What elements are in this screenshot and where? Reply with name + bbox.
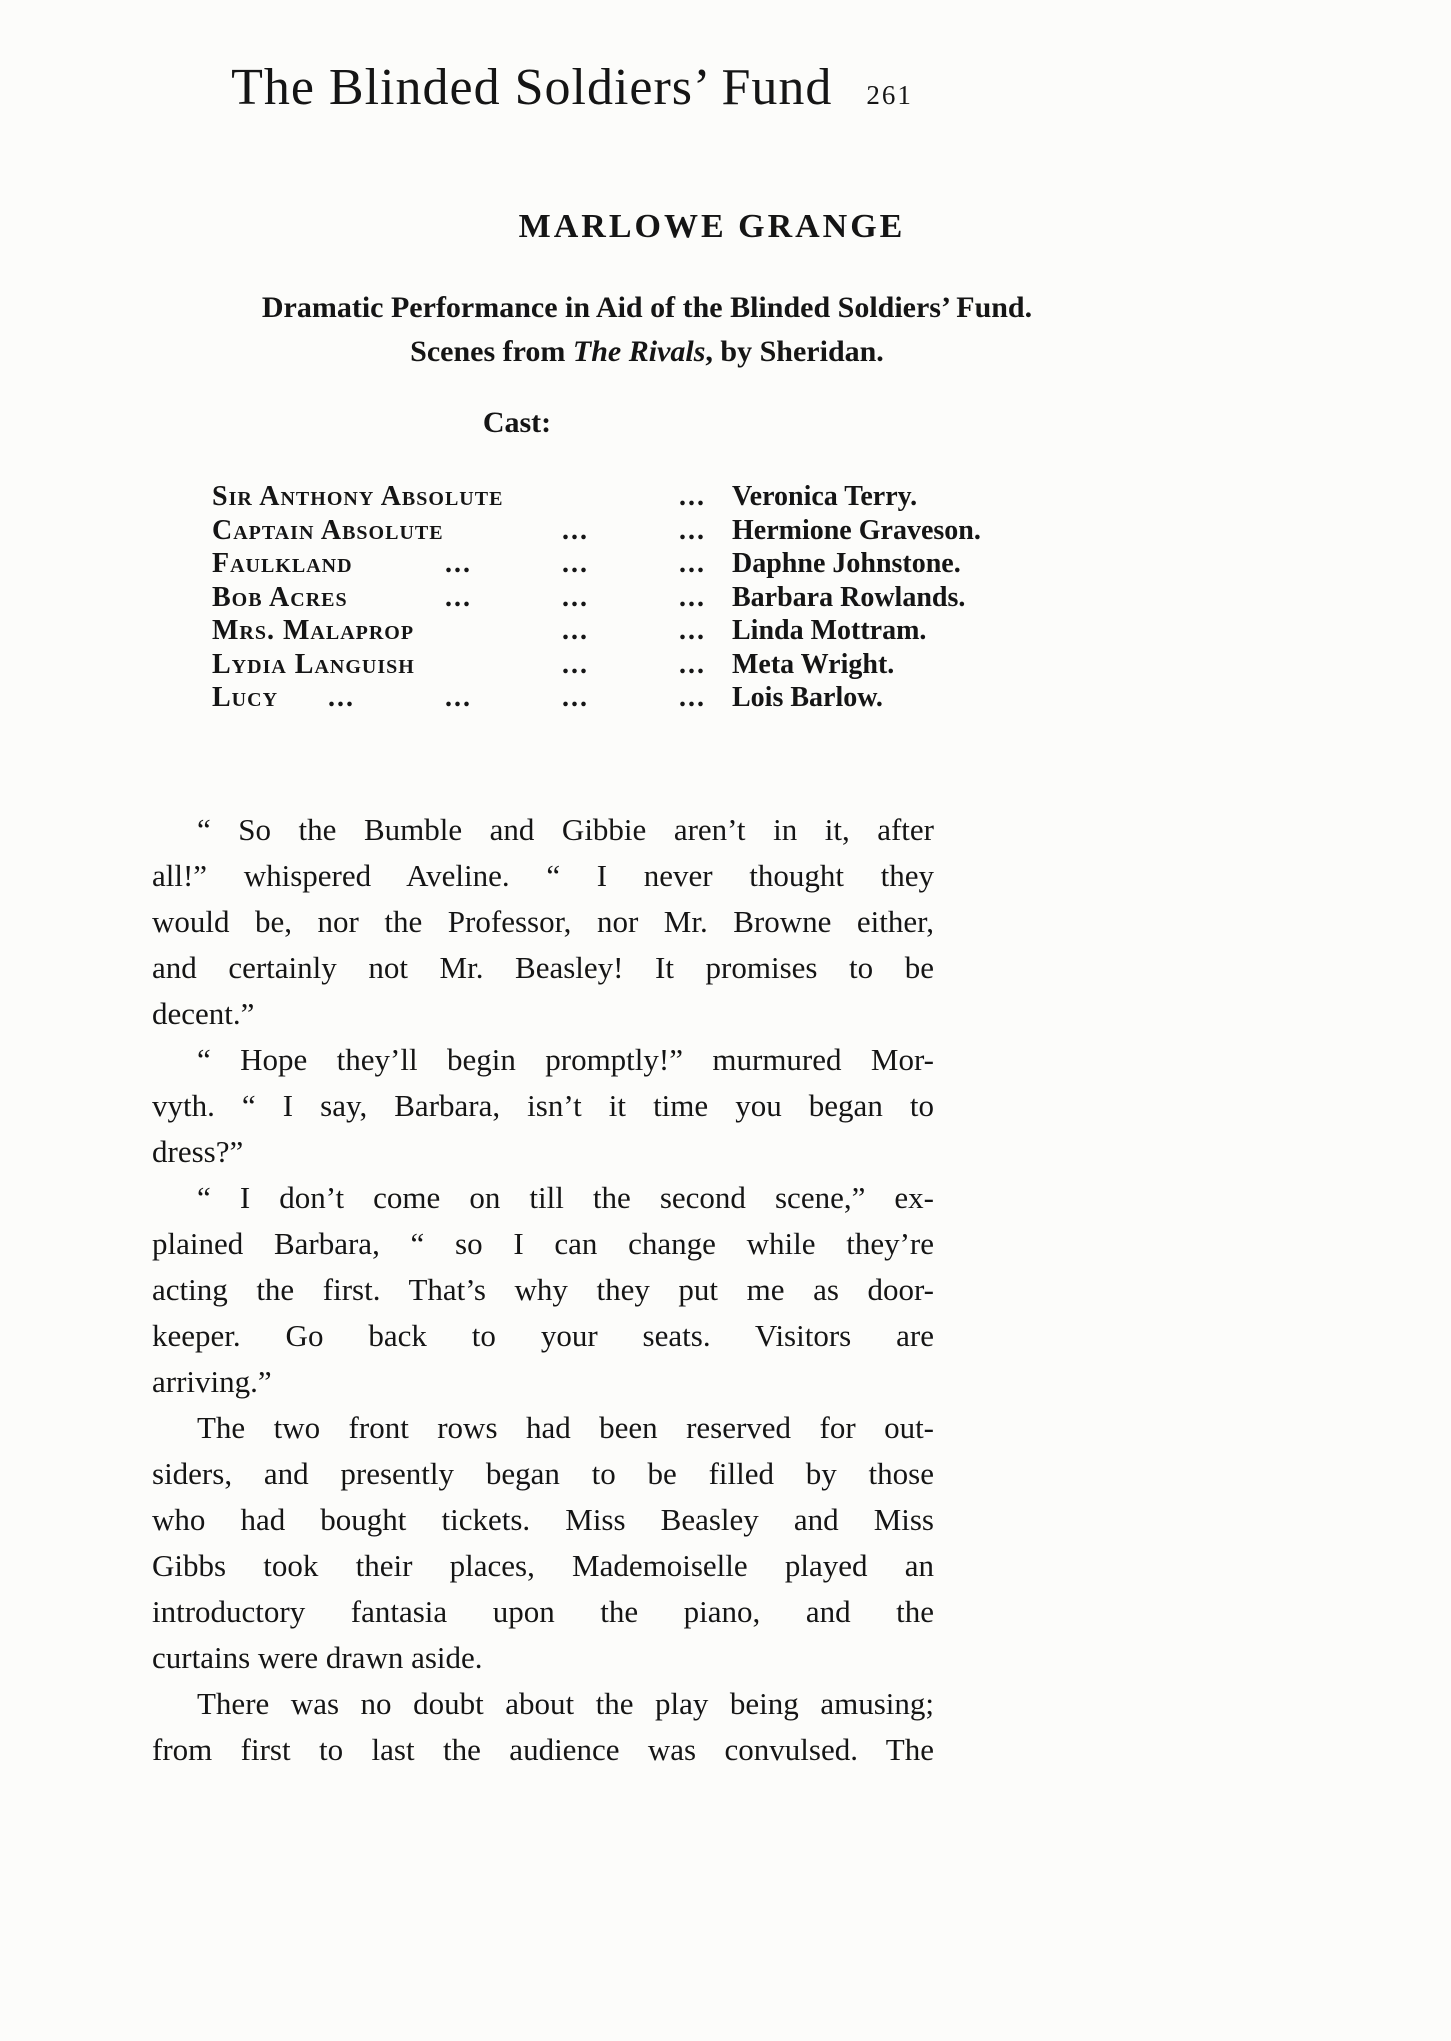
section-heading: MARLOWE GRANGE — [518, 208, 906, 245]
text-line: siders, and presently began to be filled by those — [152, 1455, 934, 1491]
cast-leader-dots: ... — [679, 481, 706, 512]
text-line: who had bought tickets. Miss Beasley and Miss — [152, 1501, 934, 1537]
text-line: The two front rows had been reserved for out- — [197, 1409, 934, 1445]
cast-table — [212, 480, 1062, 715]
cast-row — [212, 480, 1062, 514]
cast-role: Captain Absolute — [212, 514, 444, 546]
cast-leader-dots: ... ... ... ... — [328, 682, 706, 713]
text-line: all!” whispered Aveline. “ I never thought they — [152, 857, 934, 893]
cast-row — [212, 514, 1062, 548]
subtitle — [152, 286, 1082, 374]
cast-row — [212, 581, 1062, 615]
cast-label: Cast: — [482, 406, 552, 439]
cast-actor: Barbara Rowlands. — [732, 581, 966, 613]
subtitle-line-1: Dramatic Performance in Aid of the Blinded Soldiers’ Fund. — [261, 291, 1033, 324]
cast-row — [212, 547, 1062, 581]
text-line: curtains were drawn aside. — [152, 1639, 483, 1675]
cast-role: Faulkland — [212, 548, 353, 579]
page-content — [152, 58, 1082, 1773]
text-line: “ Hope they’ll begin promptly!” murmured Mor- — [197, 1041, 934, 1077]
text-line: decent.” — [152, 995, 255, 1031]
cast-actor: Daphne Johnstone. — [732, 548, 961, 579]
text-line: keeper. Go back to your seats. Visitors are — [152, 1317, 934, 1353]
running-head — [152, 58, 1082, 118]
cast-role: Sir Anthony Absolute — [212, 481, 504, 512]
cast-actor: Hermione Graveson. — [732, 514, 981, 546]
text-line: plained Barbara, “ so I can change while they’re — [152, 1225, 934, 1261]
text-line: vyth. “ I say, Barbara, isn’t it time you began to — [152, 1087, 934, 1123]
cast-role: Bob Acres — [212, 581, 348, 613]
page-title: The Blinded Soldiers’ Fund — [231, 59, 833, 116]
text-line: dress?” — [152, 1133, 244, 1169]
paragraph — [152, 807, 934, 1037]
cast-actor: Veronica Terry. — [732, 481, 918, 512]
page-number: 261 — [866, 80, 913, 110]
cast-role: Lydia Languish — [212, 648, 415, 680]
cast-actor: Linda Mottram. — [732, 615, 927, 646]
cast-role: Mrs. Malaprop — [212, 615, 415, 646]
cast-actor: Lois Barlow. — [732, 682, 883, 713]
cast-row — [212, 614, 1062, 648]
subtitle-line-2-prefix: Scenes from — [410, 335, 573, 368]
cast-leader-dots: ... ... — [562, 615, 706, 646]
cast-leader-dots: ... ... — [562, 514, 706, 546]
play-title: The Rivals — [572, 335, 706, 368]
cast-row — [212, 681, 1062, 715]
paragraph — [152, 1681, 934, 1773]
paragraph — [152, 1405, 934, 1681]
paragraph — [152, 1037, 934, 1175]
subtitle-line-2-suffix: , by Sheridan. — [705, 335, 884, 368]
text-line: from first to last the audience was convulsed. The — [152, 1731, 934, 1767]
text-line: introductory fantasia upon the piano, and the — [152, 1593, 934, 1629]
cast-actor: Meta Wright. — [732, 648, 895, 680]
text-line: acting the first. That’s why they put me as door- — [152, 1271, 934, 1307]
text-line: arriving.” — [152, 1363, 272, 1399]
cast-row — [212, 648, 1062, 682]
subtitle-line-2 — [212, 330, 1082, 374]
text-line: “ I don’t come on till the second scene,” ex- — [197, 1179, 934, 1215]
body-text — [152, 807, 934, 1773]
cast-role: Lucy — [212, 682, 279, 713]
text-line: and certainly not Mr. Beasley! It promises to be — [152, 949, 934, 985]
text-line: “ So the Bumble and Gibbie aren’t in it, after — [197, 811, 934, 847]
paragraph — [152, 1175, 934, 1405]
text-line: would be, nor the Professor, nor Mr. Browne either, — [152, 903, 934, 939]
text-line: There was no doubt about the play being amusing; — [197, 1685, 934, 1721]
cast-leader-dots: ... ... — [562, 648, 706, 680]
text-line: Gibbs took their places, Mademoiselle played an — [152, 1547, 934, 1583]
cast-leader-dots: ... ... ... — [445, 581, 706, 613]
cast-leader-dots: ... ... ... — [445, 548, 706, 579]
